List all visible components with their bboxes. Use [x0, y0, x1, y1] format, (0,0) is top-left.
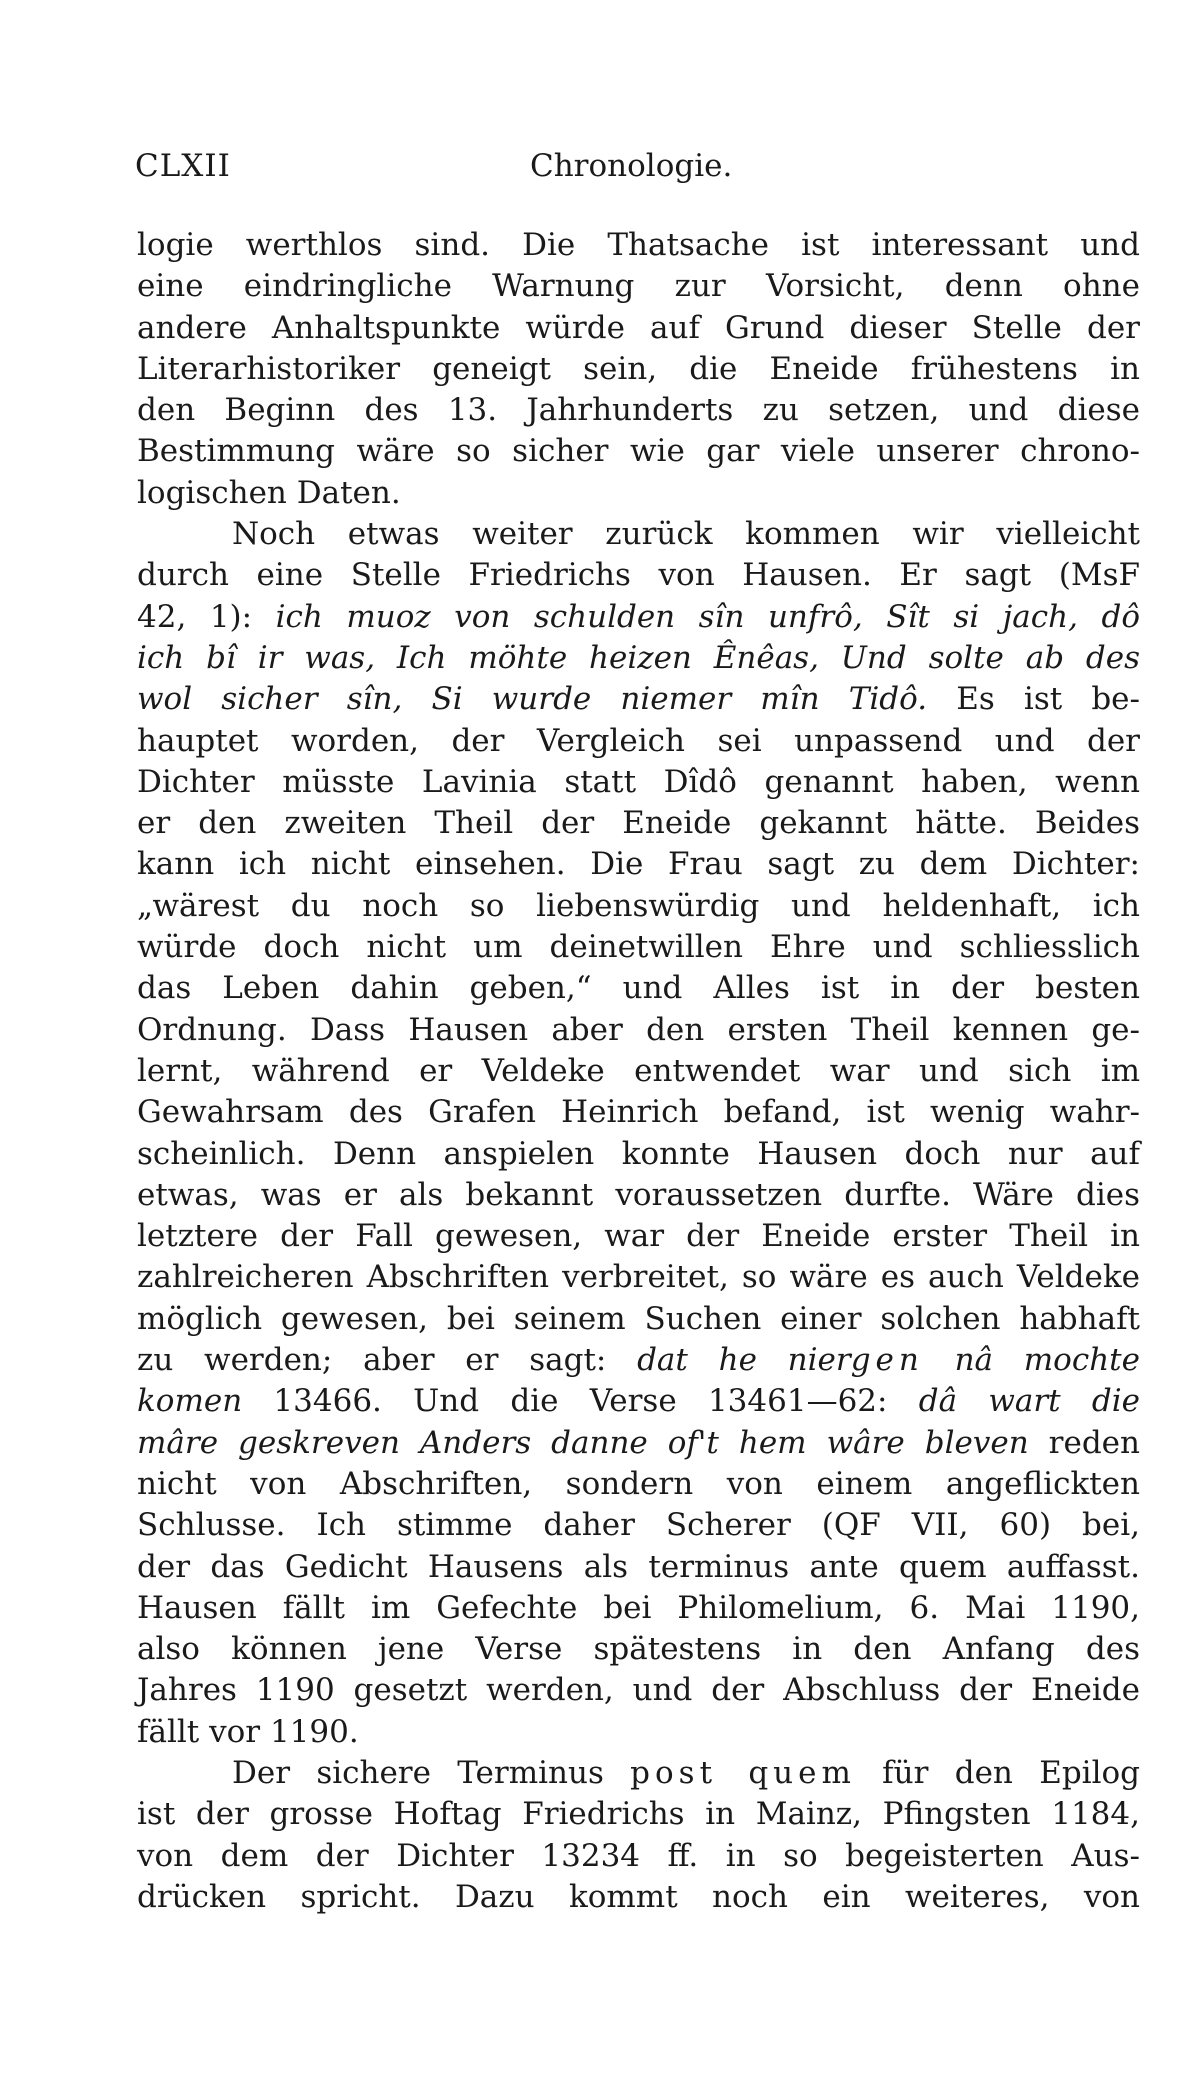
italic-quote: wol sicher sîn, Si wurde niemer mîn Tidô. — [137, 681, 928, 718]
text-segment: also können jene Verse spätestens in den Anfang des — [137, 1631, 1140, 1668]
text-line — [137, 803, 1140, 844]
text-line — [137, 597, 1140, 638]
text-line — [137, 473, 1140, 514]
text-segment: er den zweiten Theil der Eneide gekannt hätte. Beides — [137, 805, 1140, 842]
text-segment: Jahres 1190 gesetzt werden, und der Abschluss der Eneide — [137, 1672, 1140, 1709]
text-segment: 13466. Und die Verse 13461—62: — [242, 1383, 919, 1420]
text-segment: reden — [1028, 1424, 1140, 1461]
text-line — [137, 844, 1140, 885]
italic-quote: komen — [137, 1383, 243, 1420]
text-segment: ist der grosse Hoftag Friedrichs in Mainz, Pfingsten 1184, — [137, 1796, 1140, 1833]
text-line — [137, 1381, 1140, 1422]
text-segment: Bestimmung wäre so sicher wie gar viele unserer chrono- — [137, 433, 1140, 470]
italic-quote: ich muoz von schulden sîn unfrô, Sît si jach, dô — [275, 598, 1140, 635]
text-segment: der das Gedicht Hausens als terminus ante quem auffasst. — [137, 1548, 1140, 1585]
text-segment: post quem — [630, 1754, 856, 1791]
text-segment: logie werthlos sind. Die Thatsache ist interessant und — [137, 227, 1140, 263]
text-line — [137, 1299, 1140, 1340]
body-text — [137, 225, 1140, 1918]
text-segment: letztere der Fall gewesen, war der Eneide erster Theil in — [137, 1218, 1140, 1255]
text-line — [137, 1092, 1140, 1133]
text-line — [137, 1670, 1140, 1711]
page-header — [135, 148, 1095, 192]
text-line — [137, 1340, 1140, 1381]
text-segment: zu werden; aber er sagt: — [137, 1342, 638, 1379]
text-line — [137, 886, 1140, 927]
text-segment: zahlreicheren Abschriften verbreitet, so wäre es auch Veldeke — [137, 1259, 1140, 1296]
text-segment: scheinlich. Denn anspielen konnte Hausen doch nur auf — [137, 1135, 1140, 1172]
text-segment: drücken spricht. Dazu kommt noch ein weiteres, von — [137, 1878, 1140, 1915]
text-segment: „wärest du noch so liebenswürdig und heldenhaft, ich — [137, 887, 1140, 924]
text-segment: würde doch nicht um deinetwillen Ehre und schliesslich — [137, 929, 1140, 966]
text-line — [137, 1257, 1140, 1298]
text-line — [137, 1216, 1140, 1257]
text-segment: Dichter müsste Lavinia statt Dîdô genannt haben, wenn — [137, 763, 1140, 800]
text-line — [137, 555, 1140, 596]
text-segment: durch eine Stelle Friedrichs von Hausen. Er sagt (MsF — [137, 557, 1140, 594]
text-line — [137, 721, 1140, 762]
text-line — [137, 225, 1140, 266]
text-line — [137, 1753, 1140, 1794]
text-line — [137, 927, 1140, 968]
text-line — [137, 762, 1140, 803]
text-line — [137, 1010, 1140, 1051]
text-segment: hauptet worden, der Vergleich sei unpassend und der — [137, 722, 1140, 759]
text-line — [137, 1629, 1140, 1670]
text-line — [137, 1588, 1140, 1629]
text-line — [137, 1505, 1140, 1546]
text-line — [137, 349, 1140, 390]
text-line — [137, 1877, 1140, 1918]
text-line — [137, 1836, 1140, 1877]
text-segment: von dem der Dichter 13234 ff. in so begeisterten Aus- — [137, 1837, 1140, 1874]
italic-quote: mâre geskreven Anders danne of't hem wâre bleven — [137, 1424, 1029, 1461]
text-segment: den Beginn des 13. Jahrhunderts zu setzen, und diese — [137, 392, 1140, 429]
text-segment: nicht von Abschriften, sondern von einem angeflickten — [137, 1465, 1140, 1502]
text-line — [137, 679, 1140, 720]
text-line — [137, 514, 1140, 555]
text-segment: etwas, was er als bekannt voraussetzen durfte. Wäre dies — [137, 1176, 1140, 1213]
text-segment: kann ich nicht einsehen. Die Frau sagt zu dem Dichter: — [137, 846, 1140, 883]
text-line — [137, 1712, 1140, 1753]
italic-quote: gen — [850, 1342, 924, 1379]
text-segment: logischen Daten. — [137, 474, 401, 511]
text-segment: Gewahrsam des Grafen Heinrich befand, ist wenig wahr- — [137, 1094, 1140, 1131]
text-line — [137, 1423, 1140, 1464]
italic-quote: dat he nier — [637, 1342, 851, 1379]
text-segment: Es ist be- — [927, 681, 1141, 718]
text-segment: andere Anhaltspunkte würde auf Grund dieser Stelle der — [137, 309, 1140, 346]
text-line — [137, 968, 1140, 1009]
text-segment: Schlusse. Ich stimme daher Scherer (QF VII, 60) bei, — [137, 1507, 1140, 1544]
text-segment: Literarhistoriker geneigt sein, die Eneide frühestens in — [137, 350, 1140, 387]
text-segment: fällt vor 1190. — [137, 1713, 359, 1750]
text-segment: Noch etwas weiter zurück kommen wir vielleicht — [232, 516, 1140, 553]
text-segment: Der sichere Terminus — [232, 1754, 631, 1791]
text-line — [137, 308, 1140, 349]
text-segment: eine eindringliche Warnung zur Vorsicht, denn ohne — [137, 268, 1140, 305]
text-line — [137, 1134, 1140, 1175]
page-number: CLXII — [135, 148, 231, 184]
text-line — [137, 1051, 1140, 1092]
italic-quote: dâ wart die — [918, 1383, 1140, 1420]
running-title: Chronologie. — [530, 148, 733, 184]
text-segment: Hausen fällt im Gefechte bei Philomelium, 6. Mai 1190, — [137, 1589, 1140, 1626]
text-segment: für den Epilog — [855, 1754, 1141, 1791]
text-line — [137, 266, 1140, 307]
text-line — [137, 1464, 1140, 1505]
italic-quote: ich bî ir was, Ich möhte heizen Ênêas, Und solte ab des — [137, 639, 1140, 676]
text-segment: Ordnung. Dass Hausen aber den ersten Theil kennen ge- — [137, 1011, 1140, 1048]
text-segment: 42, 1): — [137, 598, 276, 635]
text-line — [137, 431, 1140, 472]
text-line — [137, 390, 1140, 431]
text-line — [137, 638, 1140, 679]
italic-quote: nâ mochte — [923, 1342, 1140, 1379]
text-segment: lernt, während er Veldeke entwendet war und sich im — [137, 1052, 1140, 1089]
text-segment: das Leben dahin geben,“ und Alles ist in der besten — [137, 970, 1140, 1007]
text-line — [137, 1175, 1140, 1216]
text-line — [137, 1547, 1140, 1588]
text-line — [137, 1794, 1140, 1835]
text-segment: möglich gewesen, bei seinem Suchen einer solchen habhaft — [137, 1300, 1140, 1337]
